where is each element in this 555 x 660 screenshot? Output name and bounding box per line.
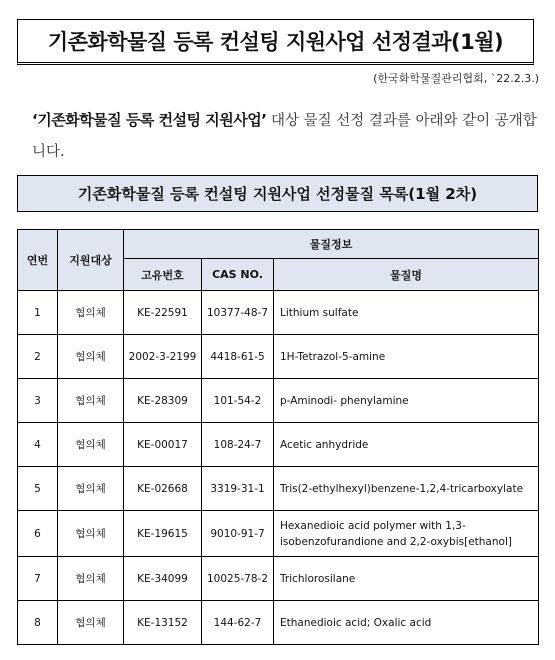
cell-cas-no: 101-54-2 bbox=[202, 379, 274, 423]
table-row bbox=[18, 601, 539, 645]
table-row bbox=[18, 335, 539, 379]
cell-substance-name: 1H-Tetrazol-5-amine bbox=[274, 335, 539, 379]
cell-target: 협의체 bbox=[58, 511, 124, 557]
cell-no: 6 bbox=[18, 511, 58, 557]
table-row bbox=[18, 511, 539, 557]
selection-table bbox=[17, 229, 539, 645]
cell-target: 협의체 bbox=[58, 423, 124, 467]
cell-substance-name: Ethanedioic acid; Oxalic acid bbox=[274, 601, 539, 645]
cell-target: 협의체 bbox=[58, 335, 124, 379]
cell-cas-no: 10377-48-7 bbox=[202, 291, 274, 335]
intro-text: 대상 물질 선정 결과를 아래와 같이 공개합니다. bbox=[32, 113, 537, 160]
cell-substance-name: Trichlorosilane bbox=[274, 557, 539, 601]
page-title: 기존화학물질 등록 컨설팅 지원사업 선정결과(1월) bbox=[47, 30, 504, 54]
cell-no: 7 bbox=[18, 557, 58, 601]
header-substance-name: 물질명 bbox=[274, 259, 539, 291]
table-row bbox=[18, 467, 539, 511]
cell-ke-number: KE-22591 bbox=[124, 291, 202, 335]
cell-ke-number: 2002-3-2199 bbox=[124, 335, 202, 379]
table-row bbox=[18, 423, 539, 467]
cell-target: 협의체 bbox=[58, 557, 124, 601]
cell-substance-name: Lithium sulfate bbox=[274, 291, 539, 335]
intro-program-name: ‘기존화학물질 등록 컨설팅 지원사업’ bbox=[32, 111, 267, 129]
cell-cas-no: 10025-78-2 bbox=[202, 557, 274, 601]
cell-cas-no: 108-24-7 bbox=[202, 423, 274, 467]
source-attribution: (한국화학물질관리협회, `22.2.3.) bbox=[373, 72, 539, 85]
table-row bbox=[18, 557, 539, 601]
cell-ke-number: KE-02668 bbox=[124, 467, 202, 511]
cell-cas-no: 3319-31-1 bbox=[202, 467, 274, 511]
cell-substance-name: p-Aminodi- phenylamine bbox=[274, 379, 539, 423]
cell-ke-number: KE-00017 bbox=[124, 423, 202, 467]
cell-target: 협의체 bbox=[58, 601, 124, 645]
cell-ke-number: KE-34099 bbox=[124, 557, 202, 601]
header-cas-no: CAS NO. bbox=[202, 259, 274, 291]
cell-target: 협의체 bbox=[58, 379, 124, 423]
cell-target: 협의체 bbox=[58, 467, 124, 511]
cell-ke-number: KE-13152 bbox=[124, 601, 202, 645]
cell-no: 4 bbox=[18, 423, 58, 467]
cell-substance-name: Tris(2-ethylhexyl)benzene-1,2,4-tricarboxylate bbox=[274, 467, 539, 511]
page-title-box bbox=[17, 19, 534, 65]
header-target: 지원대상 bbox=[58, 230, 124, 291]
cell-no: 2 bbox=[18, 335, 58, 379]
cell-cas-no: 9010-91-7 bbox=[202, 511, 274, 557]
cell-ke-number: KE-19615 bbox=[124, 511, 202, 557]
cell-cas-no: 4418-61-5 bbox=[202, 335, 274, 379]
cell-no: 8 bbox=[18, 601, 58, 645]
header-ke-number: 고유번호 bbox=[124, 259, 202, 291]
cell-no: 3 bbox=[18, 379, 58, 423]
cell-no: 5 bbox=[18, 467, 58, 511]
cell-target: 협의체 bbox=[58, 291, 124, 335]
header-no: 연번 bbox=[18, 230, 58, 291]
cell-cas-no: 144-62-7 bbox=[202, 601, 274, 645]
cell-ke-number: KE-28309 bbox=[124, 379, 202, 423]
cell-substance-name: Hexanedioic acid polymer with 1,3-isobenzofurandione and 2,2-oxybis[ethanol] bbox=[274, 511, 539, 557]
list-title-box bbox=[17, 175, 538, 212]
table-row bbox=[18, 379, 539, 423]
list-title: 기존화학물질 등록 컨설팅 지원사업 선정물질 목록(1월 2차) bbox=[77, 185, 478, 203]
intro-paragraph bbox=[32, 105, 544, 167]
cell-no: 1 bbox=[18, 291, 58, 335]
cell-substance-name: Acetic anhydride bbox=[274, 423, 539, 467]
table-row bbox=[18, 291, 539, 335]
header-substance-info: 물질정보 bbox=[124, 230, 539, 259]
